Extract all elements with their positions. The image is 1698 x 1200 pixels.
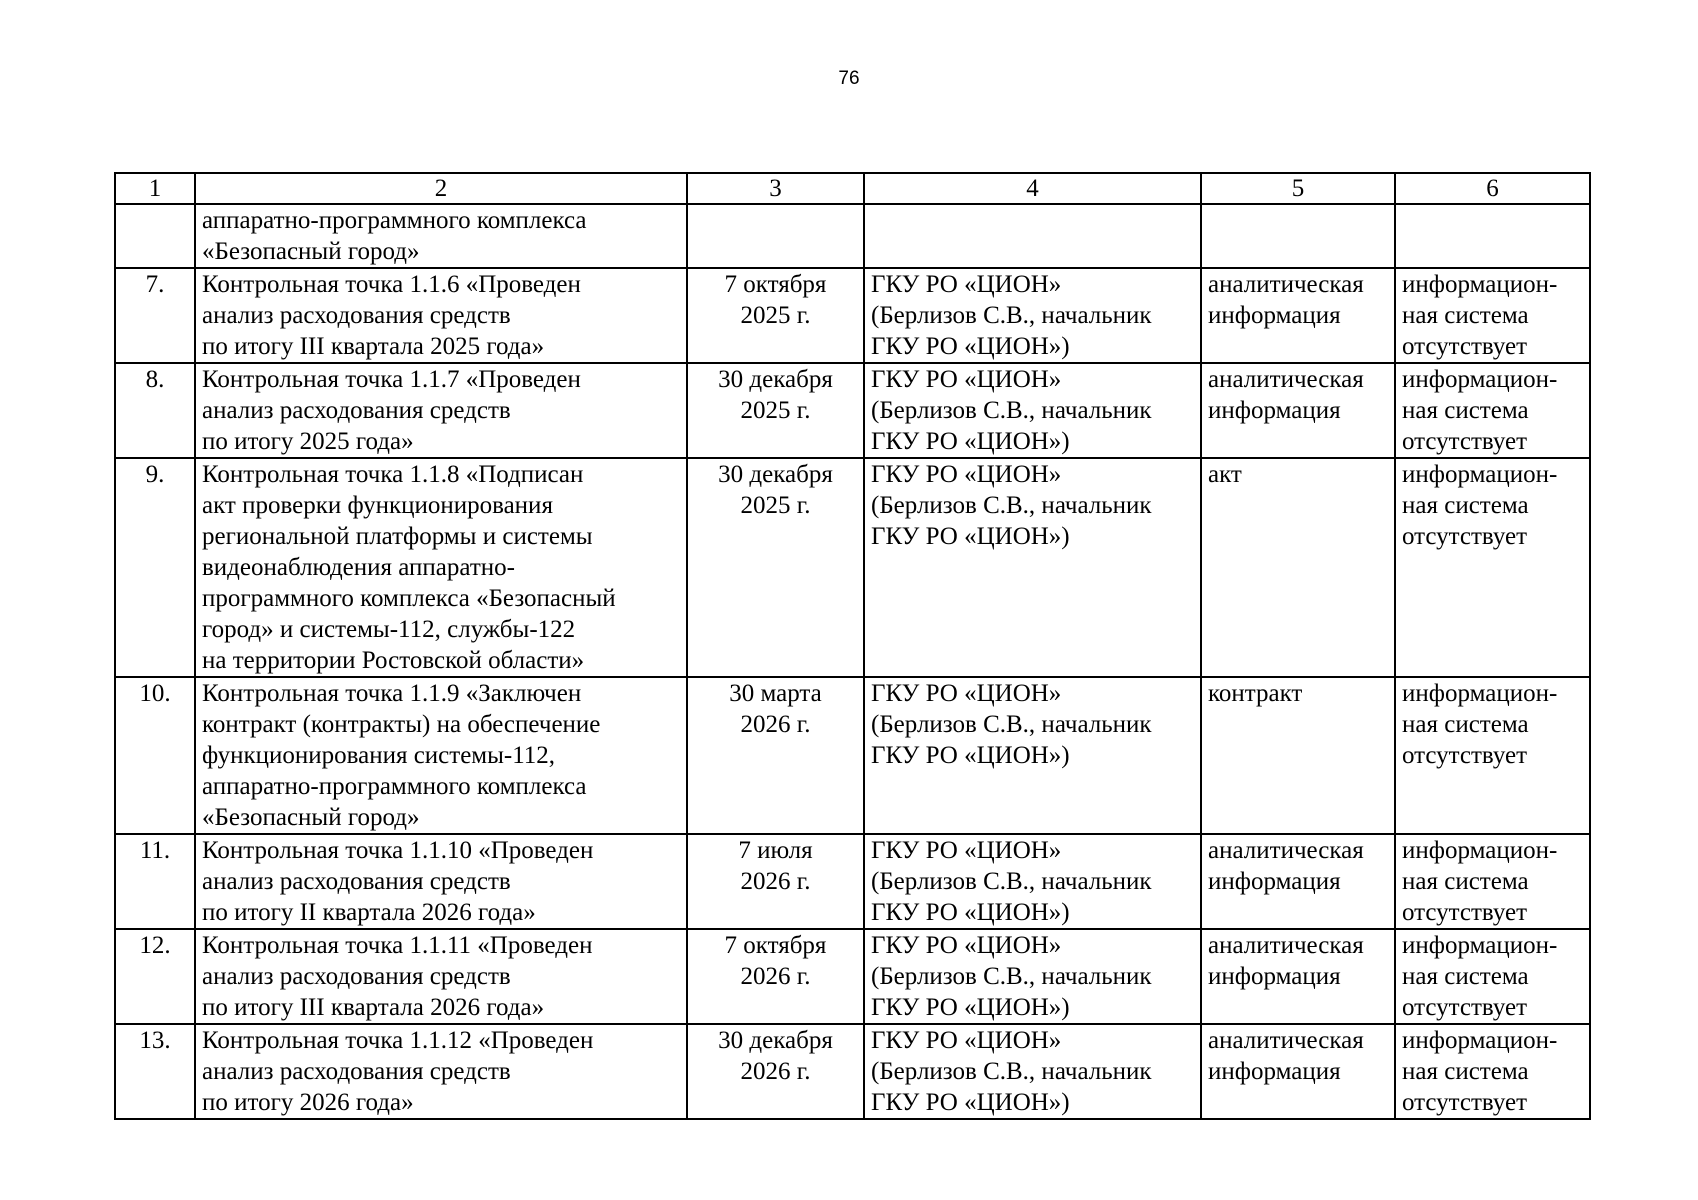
page-number: 76 — [838, 68, 860, 89]
row-number: 11. — [115, 834, 195, 929]
document-type: аналитическая информация — [1201, 834, 1395, 929]
control-point-description: аппаратно-программного комплекса «Безопасный город» — [195, 204, 687, 268]
control-point-description: Контрольная точка 1.1.6 «Проведен анализ расходования средств по итогу III квартала 2025 года» — [195, 268, 687, 363]
table-row — [115, 677, 1590, 834]
table-row — [115, 834, 1590, 929]
responsible-party: ГКУ РО «ЦИОН» (Берлизов С.В., начальник ГКУ РО «ЦИОН») — [864, 1024, 1201, 1119]
document-type: аналитическая информация — [1201, 363, 1395, 458]
table-row — [115, 268, 1590, 363]
control-point-description: Контрольная точка 1.1.7 «Проведен анализ расходования средств по итогу 2025 года» — [195, 363, 687, 458]
column-number-row — [115, 173, 1590, 204]
control-points-table — [114, 172, 1591, 1120]
control-point-description: Контрольная точка 1.1.9 «Заключен контракт (контракты) на обеспечение функционирования системы-112, аппаратно-программного комплекса «Безопасный город» — [195, 677, 687, 834]
document-type: аналитическая информация — [1201, 929, 1395, 1024]
deadline-date: 7 июля 2026 г. — [687, 834, 864, 929]
table-row — [115, 363, 1590, 458]
responsible-party: ГКУ РО «ЦИОН» (Берлизов С.В., начальник ГКУ РО «ЦИОН») — [864, 929, 1201, 1024]
responsible-party — [864, 204, 1201, 268]
column-number-6: 6 — [1395, 173, 1590, 204]
column-number-1: 1 — [115, 173, 195, 204]
information-system: информацион- ная система отсутствует — [1395, 1024, 1590, 1119]
responsible-party: ГКУ РО «ЦИОН» (Берлизов С.В., начальник ГКУ РО «ЦИОН») — [864, 268, 1201, 363]
column-number-3: 3 — [687, 173, 864, 204]
table-row — [115, 1024, 1590, 1119]
deadline-date — [687, 204, 864, 268]
document-type: акт — [1201, 458, 1395, 677]
deadline-date: 7 октября 2026 г. — [687, 929, 864, 1024]
information-system: информацион- ная система отсутствует — [1395, 929, 1590, 1024]
document-type — [1201, 204, 1395, 268]
deadline-date: 7 октября 2025 г. — [687, 268, 864, 363]
row-number: 7. — [115, 268, 195, 363]
table-row — [115, 204, 1590, 268]
row-number: 9. — [115, 458, 195, 677]
control-point-description: Контрольная точка 1.1.11 «Проведен анализ расходования средств по итогу III квартала 2026 года» — [195, 929, 687, 1024]
row-number: 12. — [115, 929, 195, 1024]
information-system: информацион- ная система отсутствует — [1395, 677, 1590, 834]
document-type: аналитическая информация — [1201, 268, 1395, 363]
deadline-date: 30 декабря 2025 г. — [687, 458, 864, 677]
control-point-description: Контрольная точка 1.1.12 «Проведен анализ расходования средств по итогу 2026 года» — [195, 1024, 687, 1119]
document-type: контракт — [1201, 677, 1395, 834]
deadline-date: 30 марта 2026 г. — [687, 677, 864, 834]
responsible-party: ГКУ РО «ЦИОН» (Берлизов С.В., начальник ГКУ РО «ЦИОН») — [864, 834, 1201, 929]
control-point-description: Контрольная точка 1.1.8 «Подписан акт проверки функционирования региональной платформы и системы видеонаблюдения аппаратно- программного комплекса «Безопасный город» и системы-112, службы-122 на территории Ростовской области» — [195, 458, 687, 677]
table-row — [115, 458, 1590, 677]
column-number-4: 4 — [864, 173, 1201, 204]
row-number: 10. — [115, 677, 195, 834]
row-number — [115, 204, 195, 268]
information-system: информацион- ная система отсутствует — [1395, 268, 1590, 363]
row-number: 8. — [115, 363, 195, 458]
information-system: информацион- ная система отсутствует — [1395, 363, 1590, 458]
control-point-description: Контрольная точка 1.1.10 «Проведен анализ расходования средств по итогу II квартала 2026 года» — [195, 834, 687, 929]
document-type: аналитическая информация — [1201, 1024, 1395, 1119]
deadline-date: 30 декабря 2026 г. — [687, 1024, 864, 1119]
responsible-party: ГКУ РО «ЦИОН» (Берлизов С.В., начальник ГКУ РО «ЦИОН») — [864, 458, 1201, 677]
information-system — [1395, 204, 1590, 268]
deadline-date: 30 декабря 2025 г. — [687, 363, 864, 458]
column-number-2: 2 — [195, 173, 687, 204]
responsible-party: ГКУ РО «ЦИОН» (Берлизов С.В., начальник ГКУ РО «ЦИОН») — [864, 363, 1201, 458]
information-system: информацион- ная система отсутствует — [1395, 458, 1590, 677]
row-number: 13. — [115, 1024, 195, 1119]
information-system: информацион- ная система отсутствует — [1395, 834, 1590, 929]
table-row — [115, 929, 1590, 1024]
column-number-5: 5 — [1201, 173, 1395, 204]
responsible-party: ГКУ РО «ЦИОН» (Берлизов С.В., начальник ГКУ РО «ЦИОН») — [864, 677, 1201, 834]
